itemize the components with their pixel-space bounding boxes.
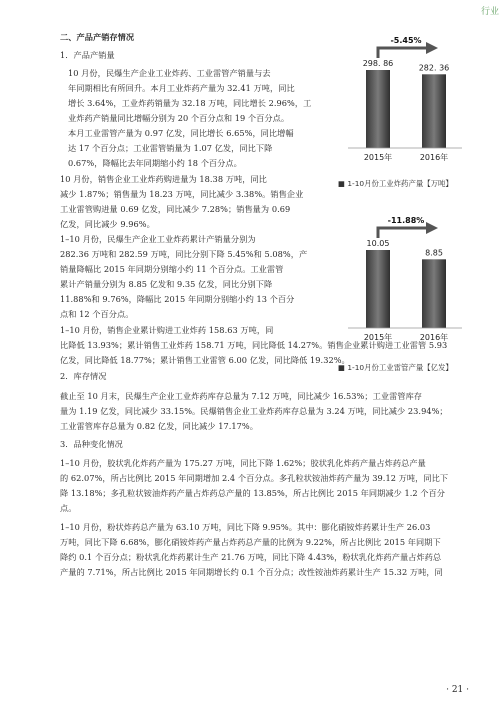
section-title: 二、产品产销存情况 xyxy=(60,32,135,42)
change-percent-label: -11.88% xyxy=(387,216,425,225)
category-label: 2016年 xyxy=(419,153,449,162)
bar-2016年 xyxy=(422,259,446,328)
paragraph-4: 1–10 月份，销售企业累计购进工业炸药 158.63 万吨，同 比降低 13.93%；累计销售工业炸药 158.71 万吨，同比降低 14.27%。销售企业累计购进工业雷管 5.93 亿发，同比降低 18.77%；累计销售工业雷管 6.00 亿发，同比降低 19.32%。 xyxy=(60,325,448,365)
change-arrow-head xyxy=(426,222,438,234)
category-label: 2015年 xyxy=(363,153,393,162)
chart-detonators-svg xyxy=(338,210,470,350)
chart-explosives-production xyxy=(338,30,470,180)
paragraph-5: 截止至 10 月末，民爆生产企业工业炸药库存总量为 7.12 万吨，同比减少 16.53%；工业雷管库存 量为 1.19 亿发，同比减少 33.15%。民爆销售企业工业炸药库存总量为 3.24 万吨，同比减少 23.94%； 工业雷管库存总量为 0.82 亿发，同比减少 17.17%。 xyxy=(60,391,448,431)
change-arrow-line xyxy=(378,48,428,58)
chart-explosives-svg xyxy=(338,30,470,170)
bar-value-label: 282. 36 xyxy=(418,63,450,73)
change-percent-label: -5.45% xyxy=(390,36,422,45)
bar-value-label: 8.85 xyxy=(425,248,443,258)
subheading-inventory: 2．库存情况 xyxy=(60,371,107,381)
subheading-variety: 3．品种变化情况 xyxy=(60,439,123,449)
bar-value-label: 10.05 xyxy=(366,239,390,248)
chart-explosives-title: ■ 1-10月份工业炸药产量【万吨】 xyxy=(338,179,453,188)
page-number: · 21 · xyxy=(446,685,469,695)
category-label: 2015年 xyxy=(363,333,393,342)
subheading-sales: 1．产品产销量 xyxy=(60,50,115,60)
paragraph-6: 1–10 月份，胶状乳化炸药产量为 175.27 万吨，同比下降 1.62%；胶状乳化炸药产量占炸药总产量 的 62.07%，所占比例比 2015 年同期增加 2.4 个百分点。多孔粒状铵油炸药产量为 39.12 万吨，同比下 降 13.18%；多孔粒状铵油炸药产量占炸药总产量的 13.85%，所占比例比 2015 年同期减少 1.2 个百分 点。 xyxy=(60,458,449,513)
change-arrow-line xyxy=(378,228,428,238)
paragraph-1: 10 月份，民爆生产企业工业炸药、工业雷管产销量与去 年同期相比有所回升。本月工业炸药产量为 32.41 万吨，同比 增长 3.64%，工业炸药销量为 32.18 万吨，同比增长 2.96%，工 业炸药产销量同比增幅分别为 20 个百分点和 19 个百分点。 本月工业雷管产量为 0.97 亿发，同比增长 6.65%，同比增幅 达 17 个百分点；工业雷管销量为 1.07 亿发，同比下降 0.67%，降幅比去年同期缩小约 18 个百分点。 xyxy=(68,68,312,168)
bar-2015年 xyxy=(366,250,390,328)
header-tag: 行业 xyxy=(480,7,499,17)
category-label: 2016年 xyxy=(419,333,449,342)
paragraph-2: 10 月份，销售企业工业炸药购进量为 18.38 万吨，同比 减少 1.87%；销售量为 18.23 万吨，同比减少 3.38%。销售企业 工业雷管购进量 0.69 亿发，同比减少 7.28%；销售量为 0.69 亿发，同比减少 9.96%。 xyxy=(60,174,304,229)
bar-value-label: 298. 86 xyxy=(362,59,394,68)
change-arrow-head xyxy=(426,42,438,54)
paragraph-7: 1–10 月份，粉状炸药总产量为 63.10 万吨，同比下降 9.95%。其中：膨化硝铵炸药累计生产 26.03 万吨，同比下降 6.68%，膨化硝铵炸药产量占炸药总产量的比例为 9.22%，所占比例比 2015 年同期下 降约 0.1 个百分点；粉状乳化炸药累计生产 21.76 万吨，同比下降 4.43%，粉状乳化炸药产量占炸药总 产量的 7.71%，所占比例比 2015 年同期增长约 0.1 个百分点；改性铵油炸药累计生产 15.32 万吨，同 xyxy=(60,522,443,577)
chart-detonators-production xyxy=(338,210,470,360)
paragraph-3: 1–10 月份，民爆生产企业工业炸药累计产销量分别为 282.36 万吨和 282.59 万吨，同比分别下降 5.45%和 5.08%，产 销量降幅比 2015 年同期分别缩小约 11 个百分点。工业雷管 累计产销量分别为 8.85 亿发和 9.35 亿发，同比分别下降 11.88%和 9.76%，降幅比 2015 年同期分别缩小约 13 个百分 点和 12 个百分点。 xyxy=(60,234,308,319)
bar-2015年 xyxy=(366,70,390,148)
chart-detonators-title: ■ 1-10月份工业雷管产量【亿发】 xyxy=(338,363,453,372)
bar-2016年 xyxy=(422,74,446,148)
